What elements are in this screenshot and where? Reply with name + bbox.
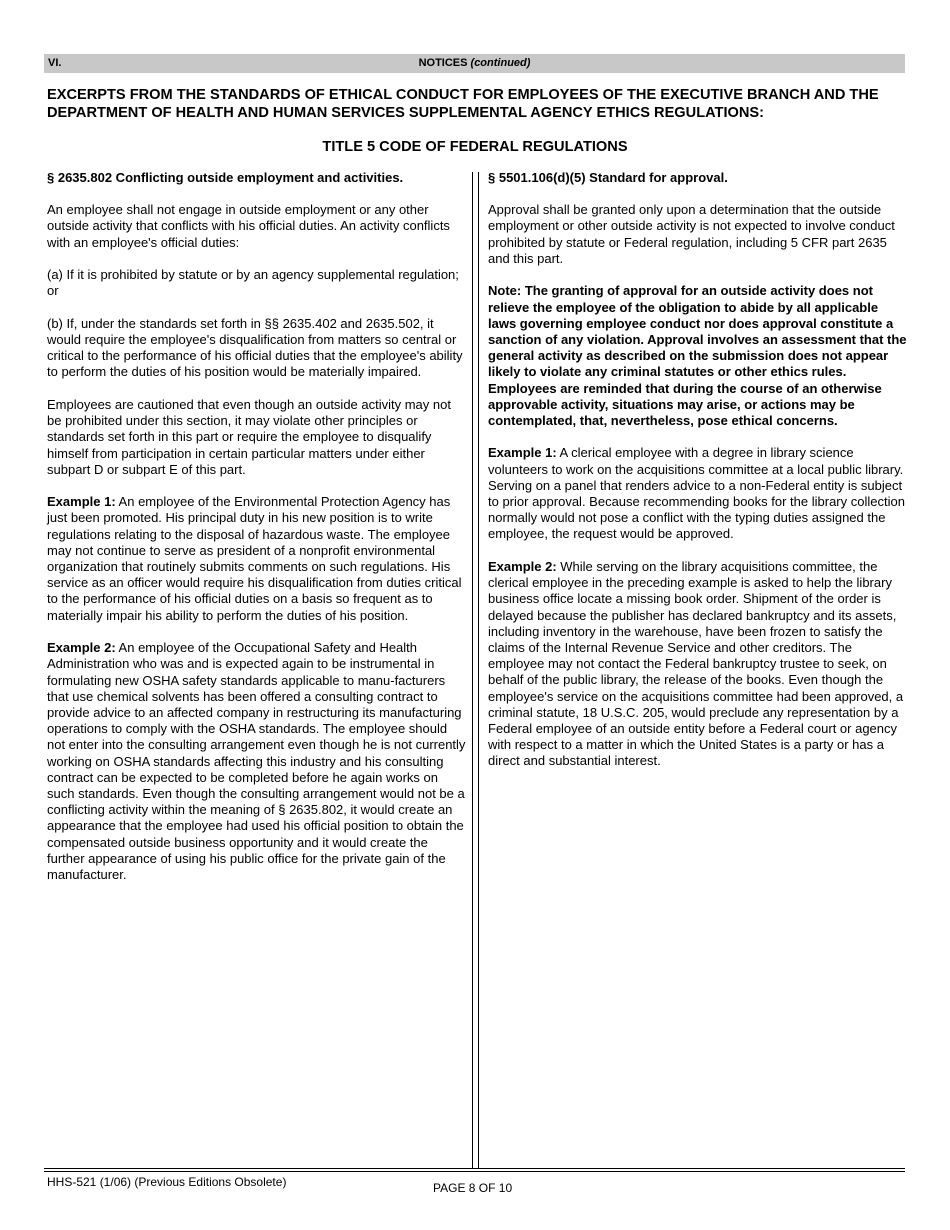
column-divider-right: [478, 172, 479, 1169]
right-example-2: [488, 559, 908, 770]
footer-rule-bottom: [44, 1171, 905, 1172]
left-paragraph-1: An employee shall not engage in outside employment or any other outside activity that conflicts with his official duties. An activity conflicts with an employee's official duties:: [47, 202, 450, 250]
left-paragraph-3: (b) If, under the standards set forth in §§ 2635.402 and 2635.502, it would require the employee's disqualification from matters so central or critical to the performance of his official duties that the employee's ability to perform the duties of his position would be materially impaired.: [47, 315, 463, 380]
footer-rule-top: [44, 1168, 905, 1169]
right-section-heading: § 5501.106(d)(5) Standard for approval.: [488, 170, 728, 185]
right-example-1: [488, 445, 908, 542]
right-example-1-label: Example 1:: [488, 445, 557, 461]
form-identifier: HHS-521 (1/06) (Previous Editions Obsolete): [47, 1175, 287, 1189]
right-note: Note: The granting of approval for an outside activity does not relieve the employee of the obligation to abide by all applicable laws governing employee conduct nor does approval constitute a sanction of any violation. Approval involves an assessment that the general activity as described on the submission does not appear likely to violate any criminal statutes or other ethics rules. Employees are reminded that during the course of an otherwise approvable activity, situations may arise, or actions may be contemplated, that, nevertheless, pose ethical concerns.: [488, 283, 907, 428]
section-title-suffix: (continued): [470, 57, 531, 69]
section-title: [44, 57, 905, 69]
column-divider-left: [472, 172, 473, 1169]
left-column: [47, 170, 467, 900]
left-example-2-label: Example 2:: [47, 640, 116, 656]
left-example-2-text: An employee of the Occupational Safety and Health Administration who was and is expected again to be instrumental in formulating new OSHA safety standards applicable to manu-facturers that use chemical solvents has been offered a consulting contract to provide advice to an affected company in restructuring its manufacturing operations to comply with the OSHA standards. The employee should not enter into the consulting arrangement even though he is not currently working on OSHA standards affecting this industry and his consulting contract can be expected to be completed before he again works on such standards. Even though the consulting arrangement would not be a conflicting activity within the meaning of § 2635.802, it would create an appearance that the employee had used his official position to obtain the compensated outside business opportunity and it would create the further appearance of using his public office for the private gain of the manufacturer.: [47, 640, 466, 882]
document-heading: EXCERPTS FROM THE STANDARDS OF ETHICAL CONDUCT FOR EMPLOYEES OF THE EXECUTIVE BRANCH AND THE DEPARTMENT OF HEALTH AND HUMAN SERVICES SUPPLEMENTAL AGENCY ETHICS REGULATIONS:: [47, 87, 879, 121]
left-example-1: [47, 494, 467, 624]
left-paragraph-4: Employees are cautioned that even though an outside activity may not be prohibited under this section, it may violate other principles or standards set forth in this part or require the employee to disqualify himself from participation in certain particular matters under either subpart D or subpart E of this part.: [47, 396, 451, 477]
section-title-text: NOTICES: [418, 57, 468, 69]
right-example-1-text: A clerical employee with a degree in library science volunteers to work on the acquisitions committee at a local public library. Serving on a panel that renders advice to a non-Federal entity is subject to prior approval. Because recommending books for the library collection normally would not pose a conflict with the typing duties assigned the employee, the request would be approved.: [488, 445, 905, 542]
right-paragraph-1: Approval shall be granted only upon a determination that the outside employment or other outside activity is not expected to involve conduct prohibited by statute or Federal regulation, including 5 CFR part 2635 and this part.: [488, 202, 895, 266]
left-paragraph-2: (a) If it is prohibited by statute or by an agency supplemental regulation; or: [47, 267, 459, 299]
left-example-1-text: An employee of the Environmental Protection Agency has just been promoted. His principal duty in his new position is to write regulations relating to the disposal of hazardous waste. The employee may not continue to serve as president of a nonprofit environmental organization that routinely submits comments on such regulations. His service as an officer would require his disqualification from duties critical to the performance of his official duties on a basis so frequent as to materially impair his ability to perform the duties of his position.: [47, 494, 462, 623]
right-example-2-label: Example 2:: [488, 558, 557, 574]
document-subheading: TITLE 5 CODE OF FEDERAL REGULATIONS: [322, 139, 628, 155]
right-example-2-text: While serving on the library acquisitions committee, the clerical employee in the preceding example is asked to help the library business office locate a missing book order. Shipment of the order is delayed because the publisher has declared bankruptcy and its assets, including inventory in the warehouse, have been frozen to satisfy the claims of the Internal Revenue Service and other creditors. The employee may not contact the Federal bankruptcy trustee to seek, on behalf of the public library, the release of the books. Even though the employee's service on the acquisitions committee had been approved, a criminal statute, 18 U.S.C. 205, would preclude any representation by a Federal employee of an outside entity before a Federal court or agency with respect to a matter in which the United States is a party or has a direct and substantial interest.: [488, 558, 904, 769]
section-number: VI.: [48, 57, 62, 69]
left-section-heading: § 2635.802 Conflicting outside employment and activities.: [47, 170, 404, 185]
section-header-bar: [44, 54, 905, 73]
page-number: PAGE 8 OF 10: [433, 1181, 513, 1195]
right-column: [488, 170, 908, 786]
left-example-2: [47, 640, 467, 883]
left-example-1-label: Example 1:: [47, 494, 116, 510]
